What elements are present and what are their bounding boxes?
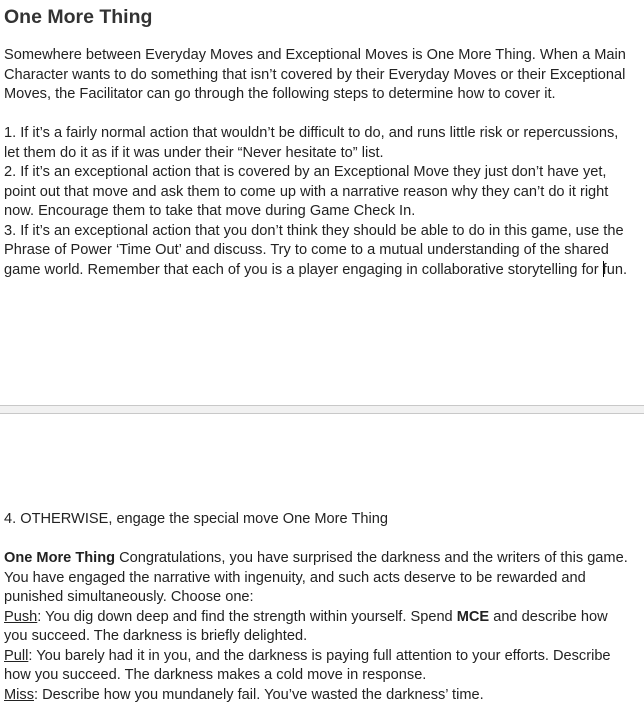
step-3-text: 3. If it’s an exceptional action that you don’t think they should be able to do in this game, use the Phrase of Power ‘Time Out’ and discuss. Try to come to a mutual understanding of the shared game world. Remember that each of you is a player engaging in collaborative storytelling for — [4, 222, 624, 278]
step-1: 1. If it’s a fairly normal action that wouldn’t be difficult to do, and runs little risk or repercussions, let them do it as if it was under their “Never hesitate to” list. — [4, 125, 619, 161]
move-section — [4, 549, 634, 705]
push-text-before: : You dig down deep and find the strength within yourself. Spend — [37, 608, 457, 625]
miss-label: Miss — [4, 686, 34, 703]
move-description: Congratulations, you have surprised the darkness and the writers of this game. You have engaged the narrative with ingenuity, and such acts deserve to be rewarded and punished simultaneously. Choose one: — [4, 550, 628, 605]
step-4-paragraph — [4, 510, 634, 530]
intro-paragraph — [4, 46, 634, 105]
document-page-2 — [0, 414, 644, 717]
steps-list — [4, 124, 634, 280]
move-description-paragraph — [4, 549, 634, 608]
miss-option — [4, 686, 634, 706]
step-4: 4. OTHERWISE, engage the special move One More Thing — [4, 511, 388, 527]
pull-text: : You barely had it in you, and the darkness is paying full attention to your efforts. Describe how you succeed. The darkness makes a cold move in response. — [4, 647, 611, 683]
page-title: One More Thing — [4, 6, 153, 28]
push-label: Push — [4, 608, 38, 625]
step-2: 2. If it’s an exceptional action that is covered by an Exceptional Move they just don’t have yet, point out that move and ask them to come up with a narrative reason why they can’t do it right now. Encourage them to take that move during Game Check In. — [4, 164, 609, 219]
step-3-last-word: fun. — [602, 261, 628, 278]
miss-text: : Describe how you mundanely fail. You’ve wasted the darkness’ time. — [34, 686, 484, 703]
pull-label: Pull — [4, 647, 29, 664]
move-name: One More Thing — [4, 550, 116, 566]
intro-text: Somewhere between Everyday Moves and Exceptional Moves is One More Thing. When a Main Character wants to do something that isn’t covered by their Everyday Moves or their Exceptional Moves, the Facilitator can go through the following steps to determine how to cover it. — [4, 47, 626, 102]
push-option — [4, 608, 634, 647]
pull-option — [4, 647, 634, 686]
push-text-after: and describe how you succeed. The darkness is briefly delighted. — [4, 608, 608, 644]
push-mce: MCE — [456, 608, 490, 625]
step-3 — [4, 222, 634, 281]
page-break-divider — [0, 405, 644, 414]
